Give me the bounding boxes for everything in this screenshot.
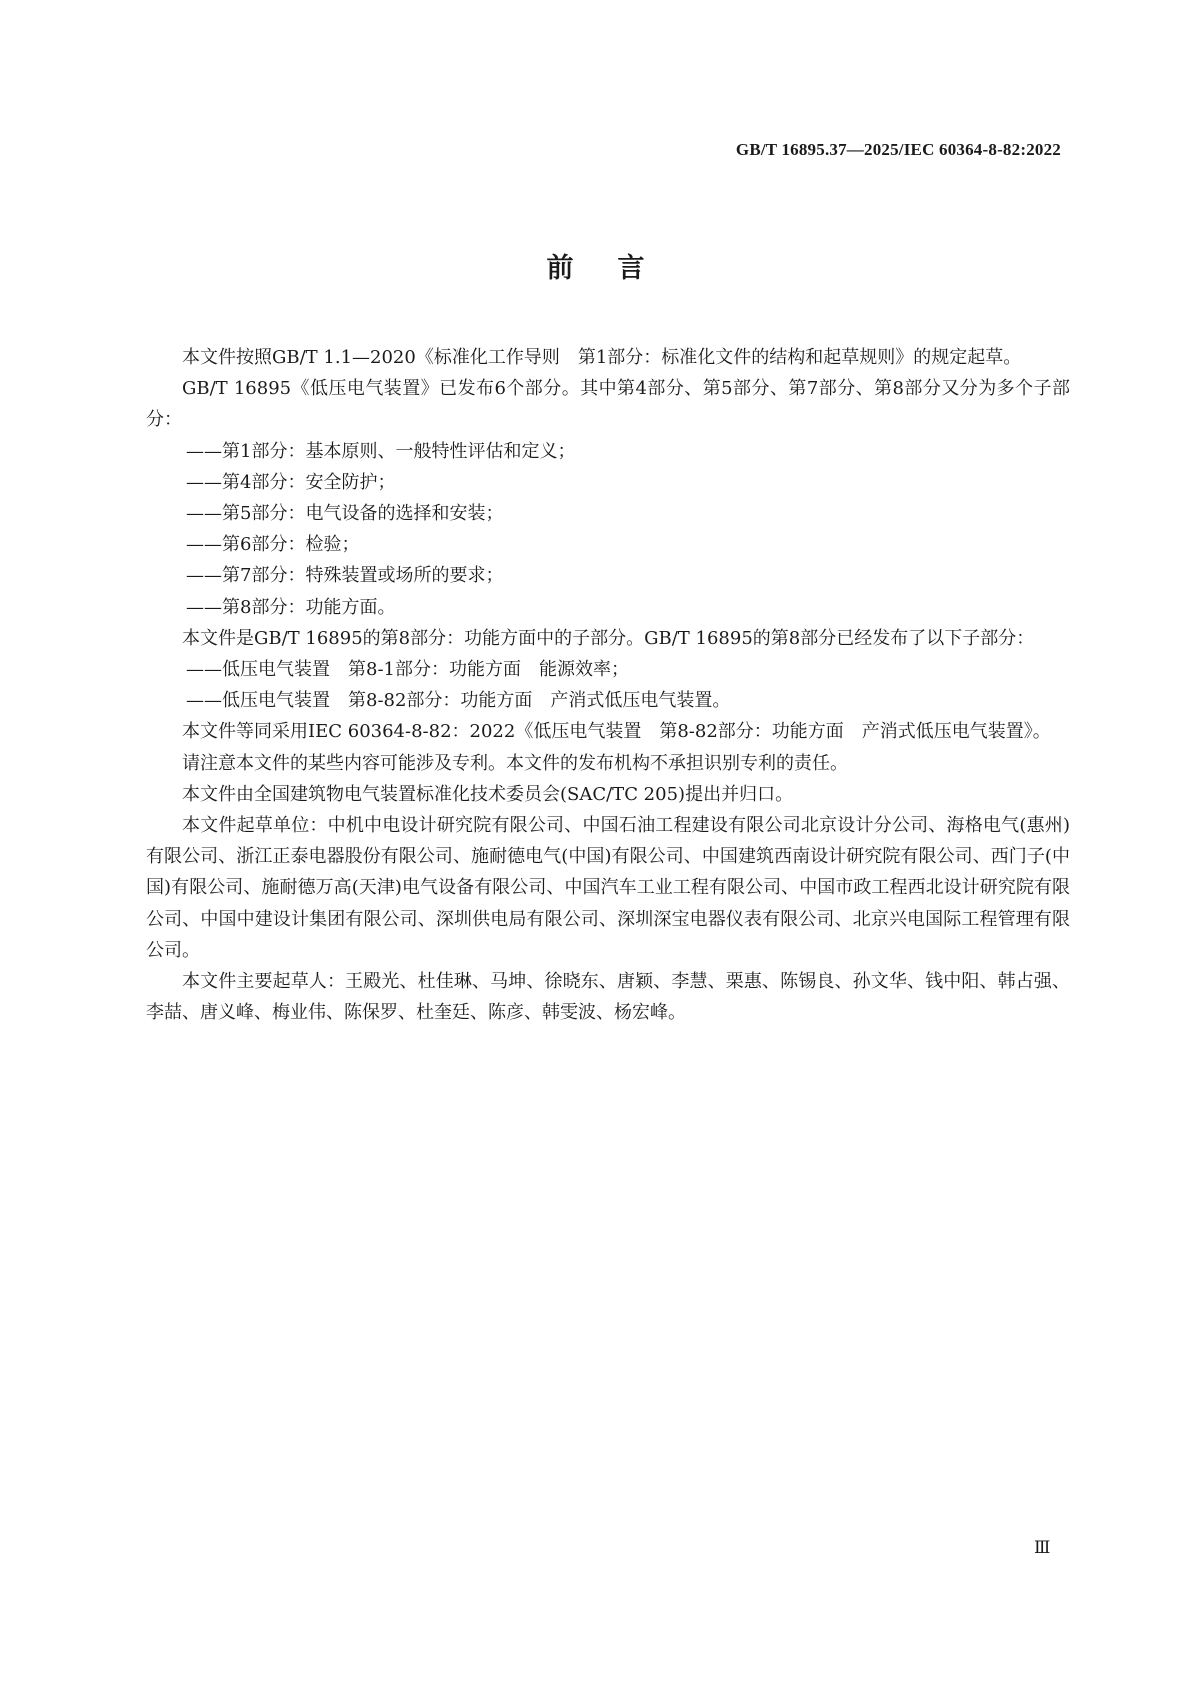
list-item-part-8: ——第8部分：功能方面。 (186, 596, 396, 618)
paragraph-published-parts: GB/T 16895《低压电气装置》已发布6个部分。其中第4部分、第5部分、第7部分、第8部分又分为多个子部分： (146, 378, 1070, 431)
page-number: Ⅲ (1034, 1538, 1051, 1557)
paragraph-part-8-subparts: 本文件是GB/T 16895的第8部分：功能方面中的子部分。GB/T 16895的第8部分已经发布了以下子部分： (182, 627, 1035, 649)
list-item-part-4: ——第4部分：安全防护； (186, 471, 396, 493)
list-item-part-1: ——第1部分：基本原则、一般特性评估和定义； (186, 440, 576, 462)
paragraph-drafting-units: 本文件起草单位：中机中电设计研究院有限公司、中国石油工程建设有限公司北京设计分公司、海格电气(惠州)有限公司、浙江正泰电器股份有限公司、施耐德电气(中国)有限公司、中国建筑西南设计研究院有限公司、西门子(中国)有限公司、施耐德万高(天津)电气设备有限公司、中国汽车工业工程有限公司、中国市政工程西北设计研究院有限公司、中国中建设计集团有限公司、深圳供电局有限公司、深圳深宝电器仪表有限公司、北京兴电国际工程管理有限公司。 (146, 815, 1070, 961)
paragraph-drafting-rules: 本文件按照GB/T 1.1—2020《标准化工作导则 第1部分：标准化文件的结构和起草规则》的规定起草。 (182, 347, 1022, 368)
page-title: 前言 (546, 253, 689, 284)
paragraph-patent-notice: 请注意本文件的某些内容可能涉及专利。本文件的发布机构不承担识别专利的责任。 (182, 752, 848, 774)
list-item-subpart-8-1: ——低压电气装置 第8-1部分：功能方面 能源效率； (186, 659, 629, 681)
paragraph-drafters: 本文件主要起草人：王殿光、杜佳琳、马坤、徐晓东、唐颖、李慧、栗惠、陈锡良、孙文华、钱中阳、韩占强、李喆、唐义峰、梅业伟、陈保罗、杜奎廷、陈彦、韩雯波、杨宏峰。 (146, 971, 1070, 1024)
list-item-part-7: ——第7部分：特殊装置或场所的要求； (186, 565, 504, 587)
foreword-body (146, 342, 1070, 1028)
list-item-subpart-8-82: ——低压电气装置 第8-82部分：功能方面 产消式低压电气装置。 (186, 690, 731, 712)
paragraph-committee: 本文件由全国建筑物电气装置标准化技术委员会(SAC/TC 205)提出并归口。 (182, 783, 794, 805)
paragraph-iec-adoption: 本文件等同采用IEC 60364-8-82：2022《低压电气装置 第8-82部分：功能方面 产消式低压电气装置》。 (182, 721, 1051, 743)
standard-code-header: GB/T 16895.37—2025/IEC 60364-8-82:2022 (735, 140, 1061, 159)
list-item-part-5: ——第5部分：电气设备的选择和安装； (186, 503, 504, 525)
list-item-part-6: ——第6部分：检验； (186, 534, 360, 556)
